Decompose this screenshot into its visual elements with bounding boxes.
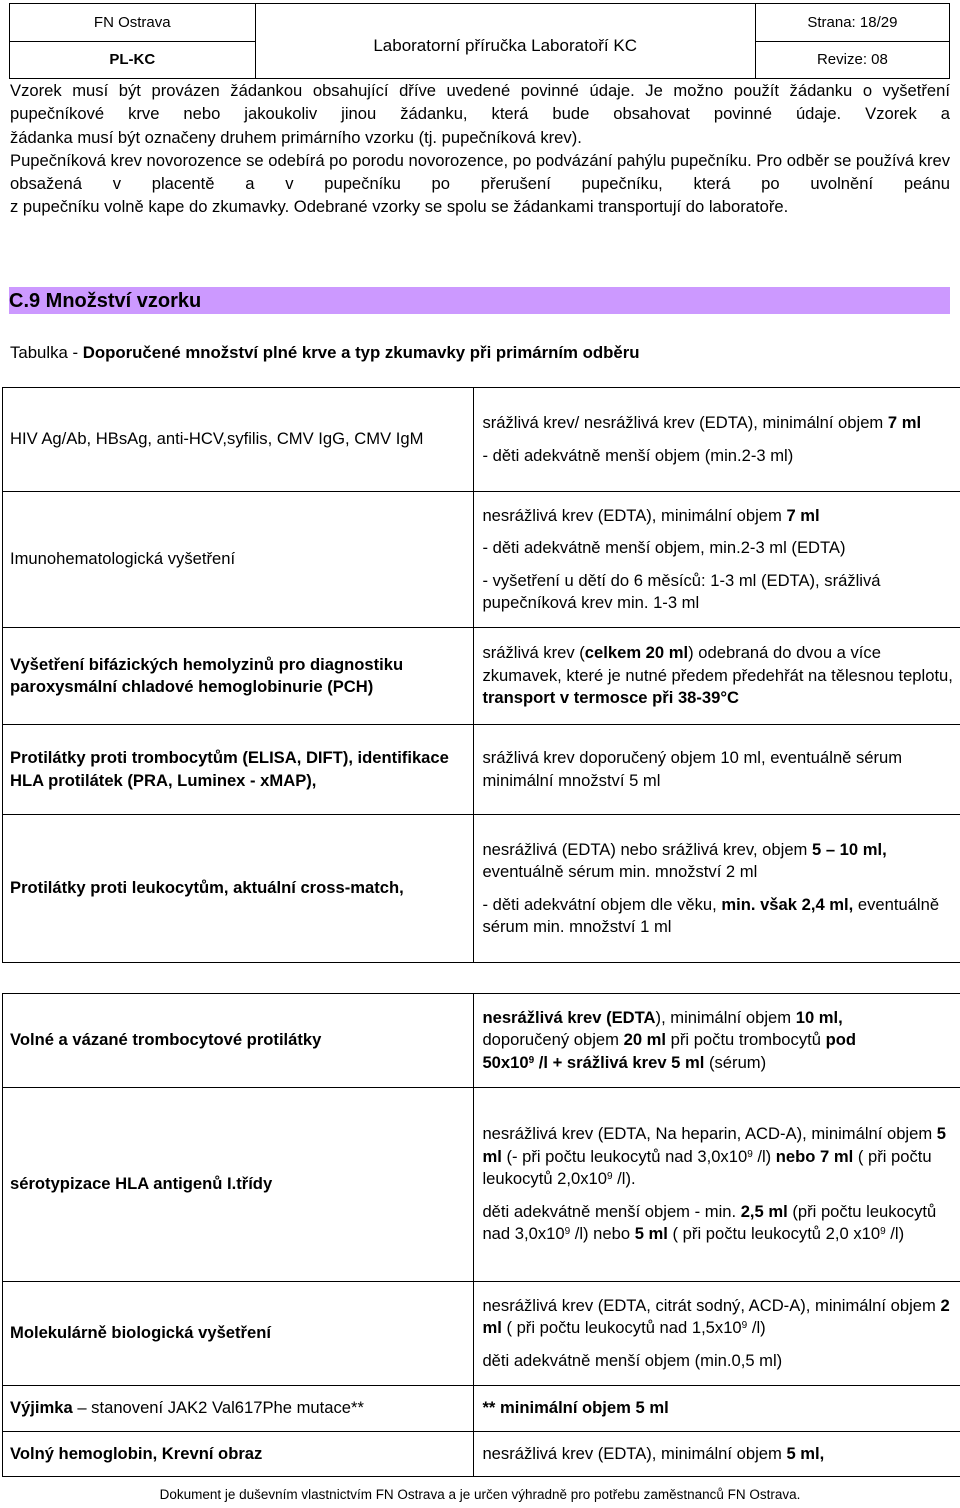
intro-text xyxy=(10,79,950,219)
caption-title: Doporučené množství plné krve a typ zkumavky při primárním odběru xyxy=(82,343,640,362)
row-test-name: Protilátky proti leukocytům, aktuální cross-match, xyxy=(3,815,474,963)
caption-prefix: Tabulka - xyxy=(10,343,83,362)
header-page: Strana: 18/29 xyxy=(755,4,949,42)
intro-paragraph-2b: z pupečníku volně kape do zkumavky. Odebrané vzorky se spolu se žádankami transportují do laboratoře. xyxy=(10,197,789,217)
table-row xyxy=(3,725,960,815)
intro-paragraph-1b: žádanka musí být označeny druhem primárního vzorku (tj. pupečníková krev). xyxy=(10,127,582,147)
row-test-name: sérotypizace HLA antigenů I.třídy xyxy=(3,1088,474,1282)
row-sample-spec: nesrážlivá krev (EDTA, Na heparin, ACD-A), minimální objem 5 ml (- při počtu leukocytů nad $3,0x10^9$ /l) nebo 7 ml ( při počtu leukocytů $2,0x10^9$ /l). děti adekvátně menší objem - min. 2,5 ml (při počtu leukocytů nad $3,0x10^9$ /l) nebo 5 ml ( při počtu leukocytů 2,0 $x10^9$ /l) xyxy=(474,1088,960,1282)
row-sample-spec: nesrážlivá (EDTA) nebo srážlivá krev, objem 5 – 10 ml, eventuálně sérum min. množství 2 ml - děti adekvátní objem dle věku, min. však 2,4 ml, eventuálně sérum min. množství 1 ml xyxy=(474,815,960,963)
row-test-name: HIV Ag/Ab, HBsAg, anti-HCV,syfilis, CMV IgG, CMV IgM xyxy=(3,388,474,492)
table-row xyxy=(3,388,960,492)
row-sample-spec: nesrážlivá krev (EDTA), minimální objem 7 ml - děti adekvátně menší objem, min.2-3 ml (EDTA) - vyšetření u dětí do 6 měsíců: 1-3 ml (EDTA), srážlivá pupečníková krev min. 1-3 ml xyxy=(474,492,960,628)
table-row xyxy=(3,1432,960,1477)
table-gap xyxy=(3,963,960,994)
row-sample-spec: srážlivá krev doporučený objem 10 ml, eventuálně sérum minimální množství 5 ml xyxy=(474,725,960,815)
header-title: Laboratorní příručka Laboratoří KC xyxy=(255,4,755,79)
table-caption xyxy=(10,343,640,363)
document-header xyxy=(9,3,950,79)
row-test-name: Imunohematologická vyšetření xyxy=(3,492,474,628)
header-code: PL-KC xyxy=(10,41,256,79)
row-sample-spec: srážlivá krev (celkem 20 ml) odebraná do dvou a více zkumavek, které je nutné předem předehřát na tělesnou teplotu, transport v termosce při 38-39°C xyxy=(474,628,960,725)
row-sample-spec: nesrážlivá krev (EDTA), minimální objem 5 ml, xyxy=(474,1432,960,1477)
table-row xyxy=(3,1386,960,1432)
row-test-name: Protilátky proti trombocytům (ELISA, DIFT), identifikace HLA protilátek (PRA, Luminex - xMAP), xyxy=(3,725,474,815)
sample-volume-table xyxy=(2,387,960,1477)
intro-paragraph-2a: Pupečníková krev novorozence se odebírá po porodu novorozence, po podvázání pahýlu pupečníku. Pro odběr se používá krev obsažená v placentě a v pupečníku po přerušení pupečníku, která po uvolnění peánu xyxy=(10,150,951,194)
row-sample-spec: srážlivá krev/ nesrážlivá krev (EDTA), minimální objem 7 ml - děti adekvátně menší objem (min.2-3 ml) xyxy=(474,388,960,492)
table-row xyxy=(3,628,960,725)
row-test-name: Volný hemoglobin, Krevní obraz xyxy=(3,1432,474,1477)
row-test-name: Vyšetření bifázických hemolyzinů pro diagnostiku paroxysmální chladové hemoglobinurie (PCH) xyxy=(3,628,474,725)
table-row xyxy=(3,492,960,628)
row-test-name: Volné a vázané trombocytové protilátky xyxy=(3,994,474,1088)
table-row xyxy=(3,994,960,1088)
header-revision: Revize: 08 xyxy=(755,41,949,79)
table-row xyxy=(3,815,960,963)
row-test-name: Molekulárně biologická vyšetření xyxy=(3,1282,474,1386)
row-test-name: Výjimka – stanovení JAK2 Val617Phe mutace** xyxy=(3,1386,474,1432)
row-sample-spec: nesrážlivá krev (EDTA), minimální objem 10 ml, doporučený objem 20 ml při počtu trombocytů pod $50x10^9$ /l + srážlivá krev 5 ml (sérum) xyxy=(474,994,960,1088)
section-heading: C.9 Množství vzorku xyxy=(9,287,950,314)
row-sample-spec: nesrážlivá krev (EDTA, citrát sodný, ACD-A), minimální objem 2 ml ( při počtu leukocytů nad $1,5x10^9$ /l) děti adekvátně menší objem (min.0,5 ml) xyxy=(474,1282,960,1386)
header-org: FN Ostrava xyxy=(10,4,256,42)
table-row xyxy=(3,1088,960,1282)
table-row xyxy=(3,1282,960,1386)
row-sample-spec: ** minimální objem 5 ml xyxy=(474,1386,960,1432)
intro-paragraph-1a: Vzorek musí být provázen žádankou obsahující dříve uvedené povinné údaje. Je možno použít žádanku o vyšetření pupečníkové krve nebo jakoukoliv jinou žádanku, která bude obsahovat povinné údaje. Vzorek a xyxy=(10,81,950,124)
document-footer: Dokument je duševním vlastnictvím FN Ostrava a je určen výhradně pro potřebu zaměstnanců FN Ostrava. xyxy=(159,1487,801,1502)
